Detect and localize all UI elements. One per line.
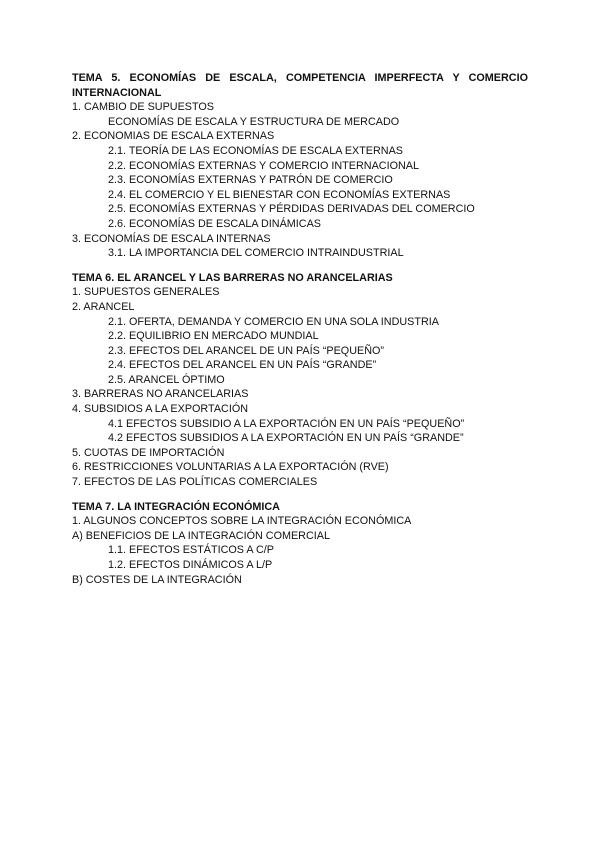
outline-item: 1. CAMBIO DE SUPUESTOS (72, 101, 214, 114)
section-tema-5 (72, 71, 528, 261)
outline-subitem: 2.3. EFECTOS DEL ARANCEL DE UN PAÍS “PEQUEÑO” (108, 344, 384, 357)
outline-item: 3. ECONOMÍAS DE ESCALA INTERNAS (72, 232, 271, 245)
outline-subitem: 1.2. EFECTOS DINÁMICOS A L/P (108, 559, 273, 571)
outline-subitem: ECONOMÍAS DE ESCALA Y ESTRUCTURA DE MERCADO (108, 115, 400, 128)
outline-subitem: 2.2. ECONOMÍAS EXTERNAS Y COMERCIO INTERNACIONAL (108, 159, 419, 172)
outline-item: 3. BARRERAS NO ARANCELARIAS (72, 388, 249, 401)
outline-item: B) COSTES DE LA INTEGRACIÓN (72, 573, 242, 586)
outline-subitem: 3.1. LA IMPORTANCIA DEL COMERCIO INTRAINDUSTRIAL (108, 247, 404, 260)
outline-subitem: 4.2 EFECTOS SUBSIDIOS A LA EXPORTACIÓN EN UN PAÍS “GRANDE” (108, 432, 464, 445)
outline-subitem: 2.6. ECONOMÍAS DE ESCALA DINÁMICAS (108, 217, 321, 230)
outline-item: 6. RESTRICCIONES VOLUNTARIAS A LA EXPORTACIÓN (RVE) (72, 461, 389, 474)
section-gap (72, 261, 528, 271)
outline-item: 1. SUPUESTOS GENERALES (72, 286, 220, 299)
section-tema-6 (72, 271, 528, 490)
outline-subitem: 4.1 EFECTOS SUBSIDIO A LA EXPORTACIÓN EN UN PAÍS “PEQUEÑO” (108, 417, 465, 430)
outline-item: 7. EFECTOS DE LAS POLÍTICAS COMERCIALES (72, 476, 318, 489)
outline-subitem: 1.1. EFECTOS ESTÁTICOS A C/P (108, 544, 275, 557)
outline-subitem: 2.4. EFECTOS DEL ARANCEL EN UN PAÍS “GRANDE” (108, 359, 377, 372)
outline-subitem: 2.1. TEORÍA DE LAS ECONOMÍAS DE ESCALA EXTERNAS (108, 144, 404, 157)
outline-item: 2. ECONOMIAS DE ESCALA EXTERNAS (72, 130, 275, 143)
outline-subitem: 2.1. OFERTA, DEMANDA Y COMERCIO EN UNA SOLA INDUSTRIA (108, 315, 439, 328)
section-gap (72, 490, 528, 500)
outline-subitem: 2.2. EQUILIBRIO EN MERCADO MUNDIAL (108, 330, 319, 343)
outline-item: 5. CUOTAS DE IMPORTACIÓN (72, 446, 225, 459)
section-title: TEMA 5. ECONOMÍAS DE ESCALA, COMPETENCIA IMPERFECTA Y COMERCIO INTERNACIONAL (72, 72, 528, 99)
outline-subitem: 2.3. ECONOMÍAS EXTERNAS Y PATRÓN DE COMERCIO (108, 174, 393, 187)
outline-item: A) BENEFICIOS DE LA INTEGRACIÓN COMERCIAL (72, 529, 330, 542)
outline-subitem: 2.4. EL COMERCIO Y EL BIENESTAR CON ECONOMÍAS EXTERNAS (108, 188, 451, 201)
section-title: TEMA 7. LA INTEGRACIÓN ECONÓMICA (72, 500, 280, 513)
document-page (72, 71, 528, 587)
section-title: TEMA 6. EL ARANCEL Y LAS BARRERAS NO ARANCELARIAS (72, 271, 393, 284)
outline-item: 4. SUBSIDIOS A LA EXPORTACIÓN (72, 403, 249, 416)
outline-item: 2. ARANCEL (72, 300, 135, 313)
outline-subitem: 2.5. ECONOMÍAS EXTERNAS Y PÉRDIDAS DERIVADAS DEL COMERCIO (108, 203, 475, 216)
outline-item: 1. ALGUNOS CONCEPTOS SOBRE LA INTEGRACIÓN ECONÓMICA (72, 515, 412, 528)
outline-subitem: 2.5. ARANCEL ÓPTIMO (108, 373, 225, 386)
section-tema-7 (72, 500, 528, 588)
